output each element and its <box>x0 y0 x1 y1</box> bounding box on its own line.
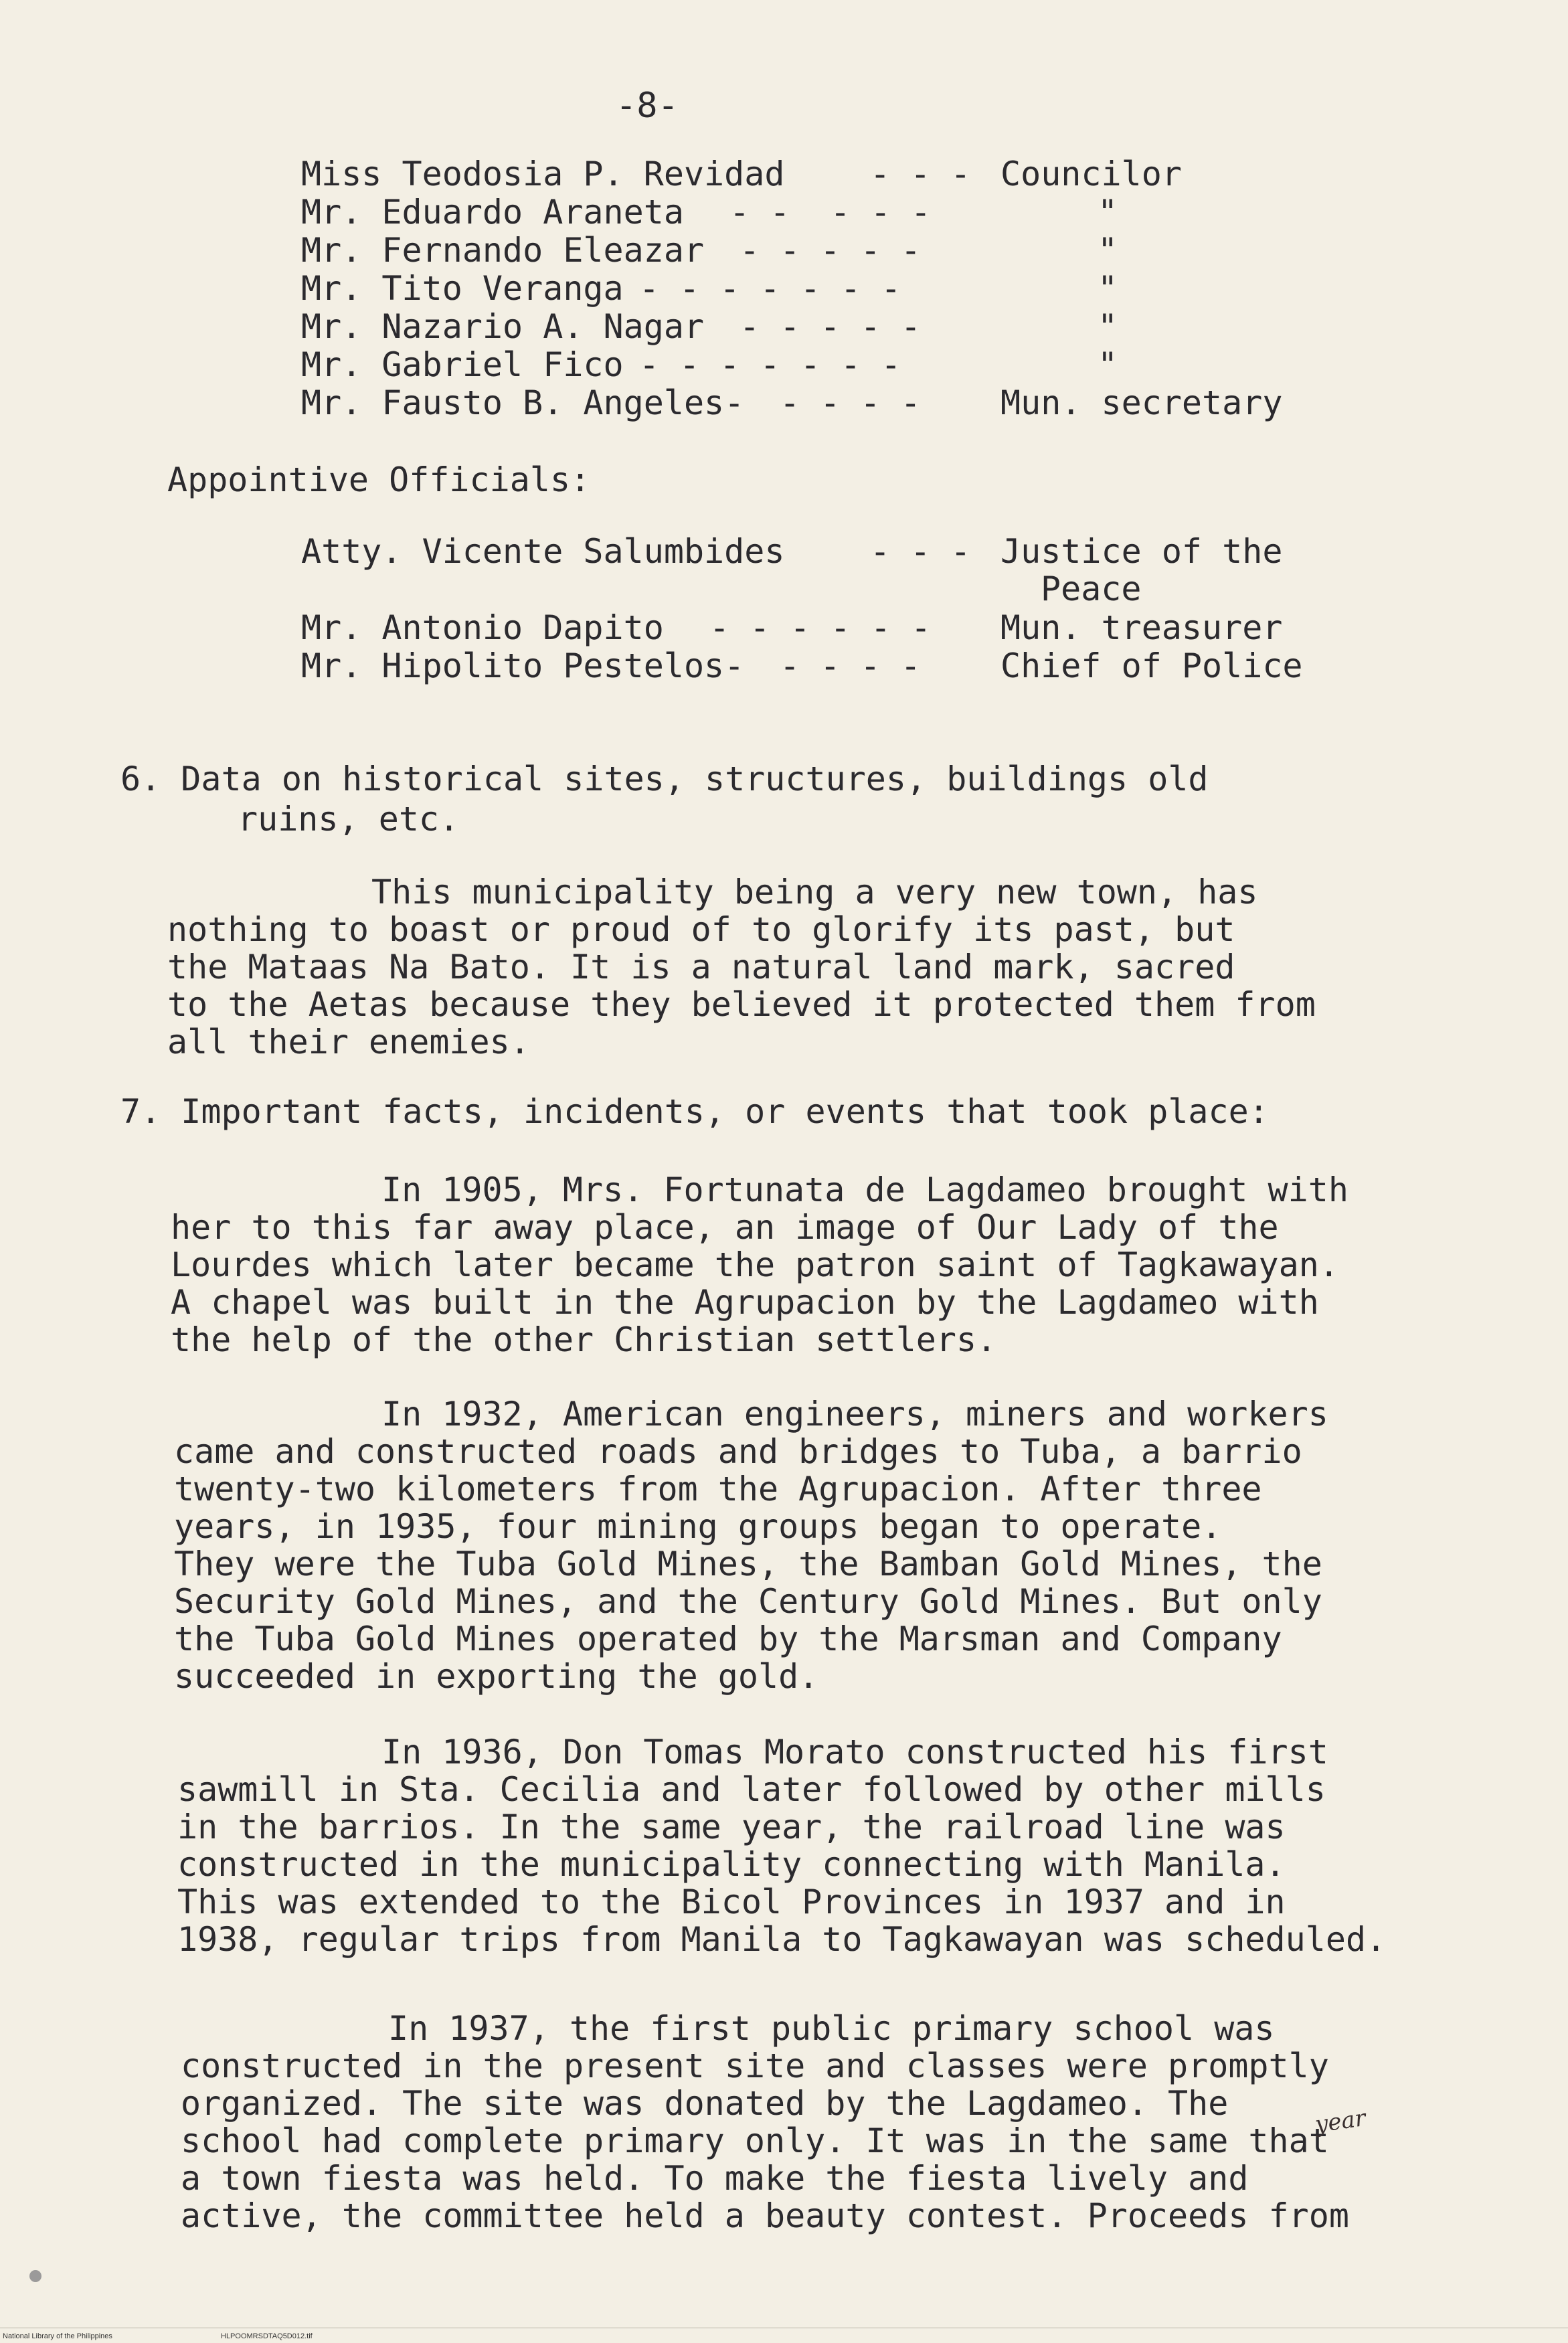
official-row: Mr. Eduardo Araneta - - - - - " <box>301 193 1118 232</box>
scan-footer <box>0 2328 1568 2343</box>
page-number: -8- <box>616 86 679 126</box>
section-7-paragraph-1932: In 1932, American engineers, miners and workers came and constructed roads and bridges to Tuba, a barrio twenty-two kilometers from the Agrupacion. After three years, in 1935, four mining groups began to operate. They were the Tuba Gold Mines, the Bamban Gold Mines, the Security Gold Mines, and the Century Gold Mines. But only the Tuba Gold Mines operated by the Marsman and Company succeeded in exporting the gold. <box>174 1395 1328 1696</box>
handwritten-insert: year <box>1313 2104 1368 2139</box>
section-6-paragraph: This municipality being a very new town, has nothing to boast or proud of to glorify its past, but the Mataas Na Bato. It is a natural land mark, sacred to the Aetas because they believed it protected them from all their enemies. <box>167 873 1316 1061</box>
section-7-paragraph-1937: In 1937, the first public primary school was constructed in the present site and classes were promptly organized. The site was donated by the Lagdameo. The school had complete primary only. It was in the same that a town fiesta was held. To make the fiesta lively and active, the committee held a beauty contest. Proceeds from <box>181 2009 1349 2235</box>
appointive-heading: Appointive Officials: <box>167 460 591 499</box>
footer-filename: HLPOOMRSDTAQ5D012.tif <box>221 2332 313 2340</box>
section-7-heading: 7. Important facts, incidents, or events that took place: <box>120 1092 1269 1131</box>
section-6-heading-line2: ruins, etc. <box>238 800 460 839</box>
official-row: Atty. Vicente Salumbides - - - Justice of the <box>301 532 1283 571</box>
official-row: Mr. Tito Veranga - - - - - - - " <box>301 269 1118 308</box>
section-6-heading: 6. Data on historical sites, structures, buildings old <box>120 760 1209 798</box>
footer-source: National Library of the Philippines <box>3 2332 112 2340</box>
section-7-paragraph-1936: In 1936, Don Tomas Morato constructed his first sawmill in Sta. Cecilia and later followed by other mills in the barrios. In the same year, the railroad line was constructed in the municipality connecting with Manila. This was extended to the Bicol Provinces in 1937 and in 1938, regular trips from Manila to Tagkawayan was scheduled. <box>177 1733 1387 1959</box>
official-row: Mr. Antonio Dapito - - - - - - Mun. treasurer <box>301 608 1283 647</box>
ink-spot <box>29 2270 41 2282</box>
section-7-paragraph-1905: In 1905, Mrs. Fortunata de Lagdameo brought with her to this far away place, an image of Our Lady of the Lourdes which later became the patron saint of Tagkawayan. A chapel was built in the Agrupacion by the Lagdameo with the help of the other Christian settlers. <box>171 1170 1348 1359</box>
official-row: Mr. Hipolito Pestelos- - - - - Chief of Police <box>301 646 1303 685</box>
official-row: Mr. Fernando Eleazar - - - - - " <box>301 231 1118 270</box>
official-row: Mr. Gabriel Fico - - - - - - - " <box>301 345 1118 384</box>
official-row: Mr. Fausto B. Angeles- - - - - Mun. secretary <box>301 383 1283 422</box>
official-title-continuation: Peace <box>1041 570 1142 608</box>
official-row: Mr. Nazario A. Nagar - - - - - " <box>301 307 1118 346</box>
official-row: Miss Teodosia P. Revidad - - - Councilor <box>301 155 1182 193</box>
